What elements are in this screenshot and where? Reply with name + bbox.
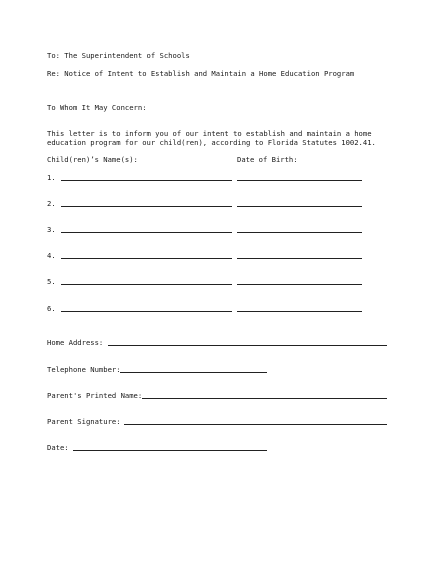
date-line[interactable] bbox=[73, 450, 267, 451]
parent-signature-line[interactable] bbox=[124, 424, 387, 425]
salutation: To Whom It May Concern: bbox=[47, 103, 147, 112]
parent-signature-label: Parent Signature: bbox=[47, 417, 121, 426]
row-number: 2. bbox=[47, 199, 56, 208]
child-name-line-3[interactable] bbox=[61, 232, 232, 233]
children-name-header: Child(ren)’s Name(s): bbox=[47, 155, 138, 164]
telephone-label: Telephone Number: bbox=[47, 365, 121, 374]
child-name-line-5[interactable] bbox=[61, 284, 232, 285]
date-of-birth-header: Date of Birth: bbox=[237, 155, 298, 164]
body-line-2: education program for our child(ren), according to Florida Statutes 1002.41. bbox=[47, 138, 376, 147]
row-number: 6. bbox=[47, 304, 56, 313]
date-label: Date: bbox=[47, 443, 69, 452]
body-line-1: This letter is to inform you of our intent to establish and maintain a home bbox=[47, 129, 372, 138]
to-line: To: The Superintendent of Schools bbox=[47, 51, 190, 60]
row-number: 4. bbox=[47, 251, 56, 260]
telephone-line[interactable] bbox=[120, 372, 267, 373]
re-line: Re: Notice of Intent to Establish and Maintain a Home Education Program bbox=[47, 69, 355, 78]
child-name-line-2[interactable] bbox=[61, 206, 232, 207]
child-dob-line-4[interactable] bbox=[237, 258, 362, 259]
child-dob-line-6[interactable] bbox=[237, 311, 362, 312]
home-address-line[interactable] bbox=[108, 345, 387, 346]
home-address-label: Home Address: bbox=[47, 338, 104, 347]
child-dob-line-2[interactable] bbox=[237, 206, 362, 207]
child-dob-line-3[interactable] bbox=[237, 232, 362, 233]
child-dob-line-1[interactable] bbox=[237, 180, 362, 181]
child-name-line-6[interactable] bbox=[61, 311, 232, 312]
parent-name-label: Parent's Printed Name: bbox=[47, 391, 143, 400]
child-name-line-4[interactable] bbox=[61, 258, 232, 259]
child-name-line-1[interactable] bbox=[61, 180, 232, 181]
child-dob-line-5[interactable] bbox=[237, 284, 362, 285]
row-number: 5. bbox=[47, 277, 56, 286]
row-number: 1. bbox=[47, 173, 56, 182]
parent-name-line[interactable] bbox=[142, 398, 387, 399]
row-number: 3. bbox=[47, 225, 56, 234]
